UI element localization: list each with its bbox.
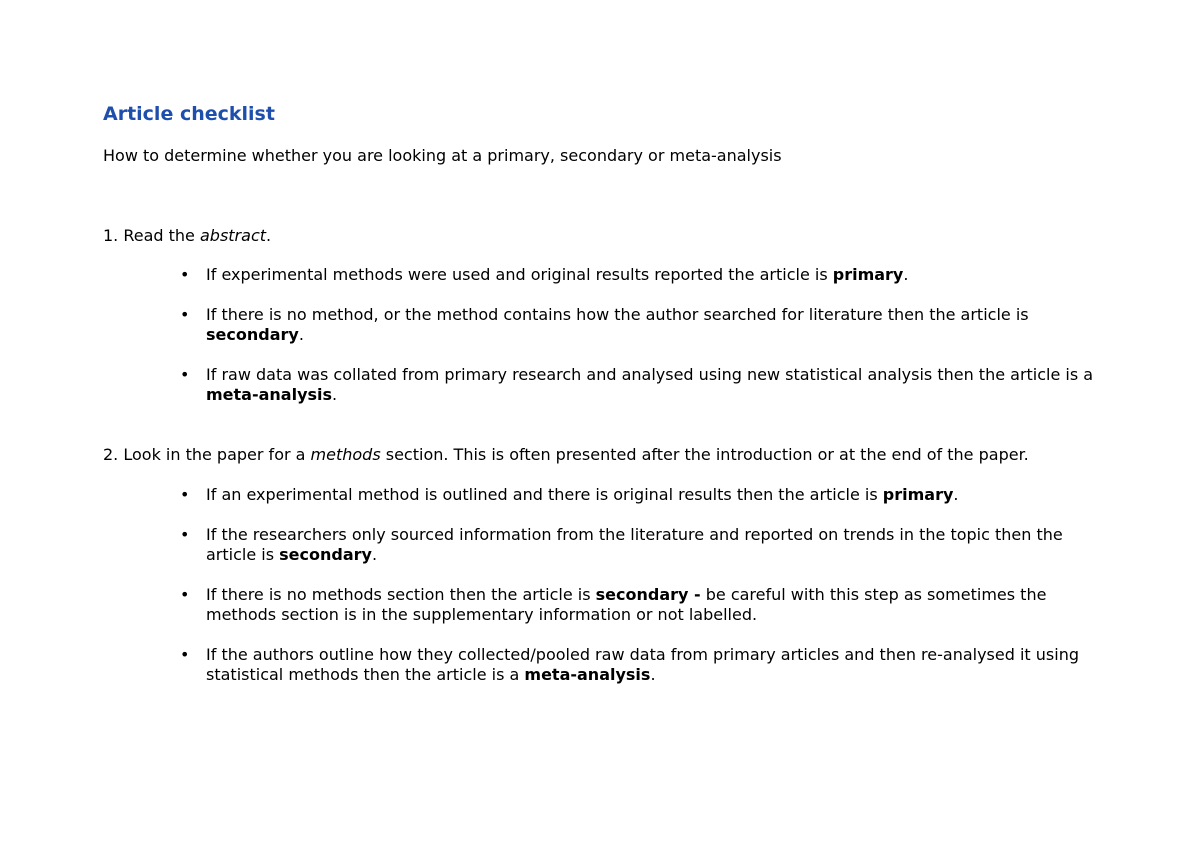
bullet-icon: • [180, 485, 190, 504]
bullet-icon: • [180, 645, 190, 664]
bullet-bold-term: primary [832, 265, 904, 284]
bullet-text-end: be careful with this step as sometimes the methods section is in the supplementary information or not labelled. [206, 585, 1047, 624]
document-title: Article checklist [103, 103, 275, 125]
step-2-bullet-list [103, 485, 1143, 705]
list-item [103, 365, 1096, 405]
bullet-text: If the authors outline how they collected/pooled raw data from primary articles and then re-analysed it using statistical methods then the article is a [206, 645, 1079, 684]
bullet-icon: • [180, 525, 190, 544]
bullet-icon: • [180, 265, 190, 284]
bullet-bold-term: secondary [279, 545, 372, 564]
bullet-text: If the researchers only sourced information from the literature and reported on trends in the topic then the article is [206, 525, 1063, 564]
bullet-text: If experimental methods were used and original results reported the article is [206, 265, 833, 284]
bullet-bold-term: meta-analysis [206, 385, 333, 404]
step-2-emphasis: methods [310, 445, 381, 464]
list-item [103, 585, 1096, 625]
bullet-text-end: . [953, 485, 959, 504]
bullet-text-end: . [332, 385, 338, 404]
list-item [103, 305, 1096, 345]
bullet-text-end: . [298, 325, 304, 344]
bullet-bold-term: secondary - [595, 585, 701, 604]
list-item [103, 265, 1096, 285]
document-subtitle: How to determine whether you are looking at a primary, secondary or meta-analysis [103, 146, 782, 165]
bullet-text: If raw data was collated from primary research and analysed using new statistical analysis then the article is a [206, 365, 1094, 384]
step-1-heading [103, 226, 271, 245]
step-1-bullet-list [103, 265, 1143, 425]
step-2-heading [103, 445, 1029, 464]
bullet-text: If there is no method, or the method contains how the author searched for literature then the article is [206, 305, 1029, 324]
bullet-text: If there is no methods section then the article is [206, 585, 596, 604]
list-item [103, 645, 1096, 685]
step-1-suffix: . [266, 226, 272, 245]
bullet-text-end: . [371, 545, 378, 564]
step-2-prefix: 2. Look in the paper for a [103, 445, 311, 464]
step-1-prefix: 1. Read the [103, 226, 200, 245]
bullet-bold-term: meta-analysis [524, 665, 651, 684]
list-item [103, 525, 1096, 565]
step-1-emphasis: abstract [199, 226, 267, 245]
bullet-icon: • [180, 305, 190, 324]
bullet-text-end: . [650, 665, 656, 684]
step-2-suffix: section. This is often presented after the introduction or at the end of the paper. [380, 445, 1029, 464]
bullet-bold-term: primary [882, 485, 954, 504]
bullet-icon: • [180, 585, 190, 604]
bullet-text-end: . [903, 265, 909, 284]
list-item [103, 485, 1096, 505]
bullet-bold-term: secondary [206, 325, 299, 344]
bullet-icon: • [180, 365, 190, 384]
bullet-text: If an experimental method is outlined and there is original results then the article is [206, 485, 883, 504]
